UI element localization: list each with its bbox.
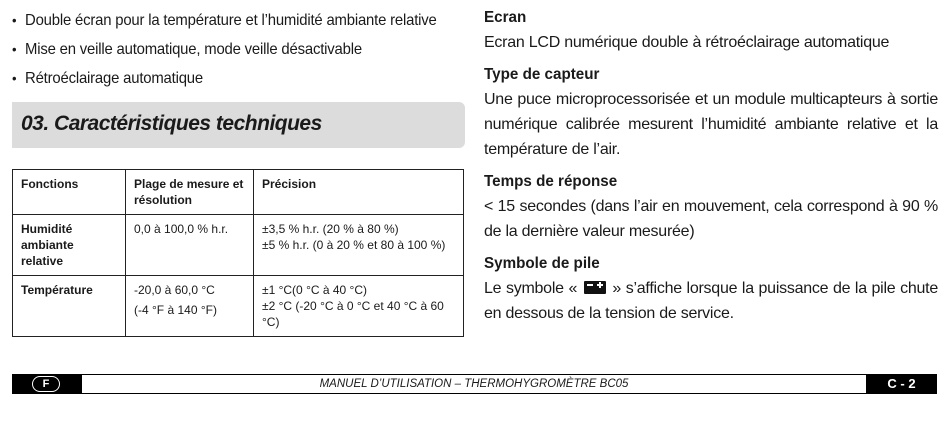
spec-text: Le symbole « » s’affiche lorsque la puissance de la pile chute en dessous de la tension de service.: [484, 280, 938, 322]
bullet-icon: •: [12, 41, 17, 57]
section-header: [12, 102, 465, 148]
cell-function: Humidité ambiante relative: [13, 215, 126, 276]
footer-title: MANUEL D’UTILISATION – THERMOHYGROMÈTRE BC05: [82, 374, 866, 394]
spec-heading: Temps de réponse: [484, 173, 618, 190]
language-badge: F: [32, 376, 60, 392]
spec-response: [484, 171, 938, 244]
spec-heading: Ecran: [484, 9, 527, 26]
column-header-range: Plage de mesure et résolution: [126, 170, 254, 215]
specs-table: [12, 169, 464, 337]
spec-screen: [484, 7, 938, 55]
section-title: 03. Caractéristiques techniques: [21, 112, 322, 135]
cell-function: Température: [13, 276, 126, 337]
table-row: [13, 276, 464, 337]
cell-precision: ±3,5 % h.r. (20 % à 80 %) ±5 % h.r. (0 à 20 % et 80 à 100 %): [254, 215, 464, 276]
spec-heading: Type de capteur: [484, 66, 600, 83]
bullet-icon: •: [12, 12, 17, 28]
spec-text: Une puce microprocessorisée et un module multicapteurs à sortie numérique calibrée mesurent l’humidité ambiante relative et la température de l’air.: [484, 91, 938, 158]
table-row: [13, 215, 464, 276]
list-item: • Mise en veille automatique, mode veille désactivable: [12, 35, 435, 64]
spec-battery: [484, 253, 938, 326]
cell-range: 0,0 à 100,0 % h.r.: [126, 215, 254, 276]
battery-icon: [584, 281, 606, 294]
spec-heading: Symbole de pile: [484, 255, 600, 272]
feature-list: [12, 6, 467, 93]
list-item: • Rétroéclairage automatique: [12, 64, 435, 93]
column-header-precision: Précision: [254, 170, 464, 215]
page-number: C - 2: [866, 374, 937, 394]
list-item: • Double écran pour la température et l’humidité ambiante relative: [12, 6, 435, 35]
spec-text: Ecran LCD numérique double à rétroéclairage automatique: [484, 34, 890, 51]
bullet-icon: •: [12, 70, 17, 86]
cell-precision: ±1 °C(0 °C à 40 °C) ±2 °C (-20 °C à 0 °C et 40 °C à 60 °C): [254, 276, 464, 337]
spec-text: < 15 secondes (dans l’air en mouvement, cela correspond à 90 % de la dernière valeur mesurée): [484, 198, 938, 240]
spec-sensor: [484, 64, 938, 162]
page-footer: [12, 374, 937, 394]
footer-language-tab: [12, 374, 82, 394]
cell-range: -20,0 à 60,0 °C (-4 °F à 140 °F): [126, 276, 254, 337]
table-header-row: [13, 170, 464, 215]
column-header-functions: Fonctions: [13, 170, 126, 215]
